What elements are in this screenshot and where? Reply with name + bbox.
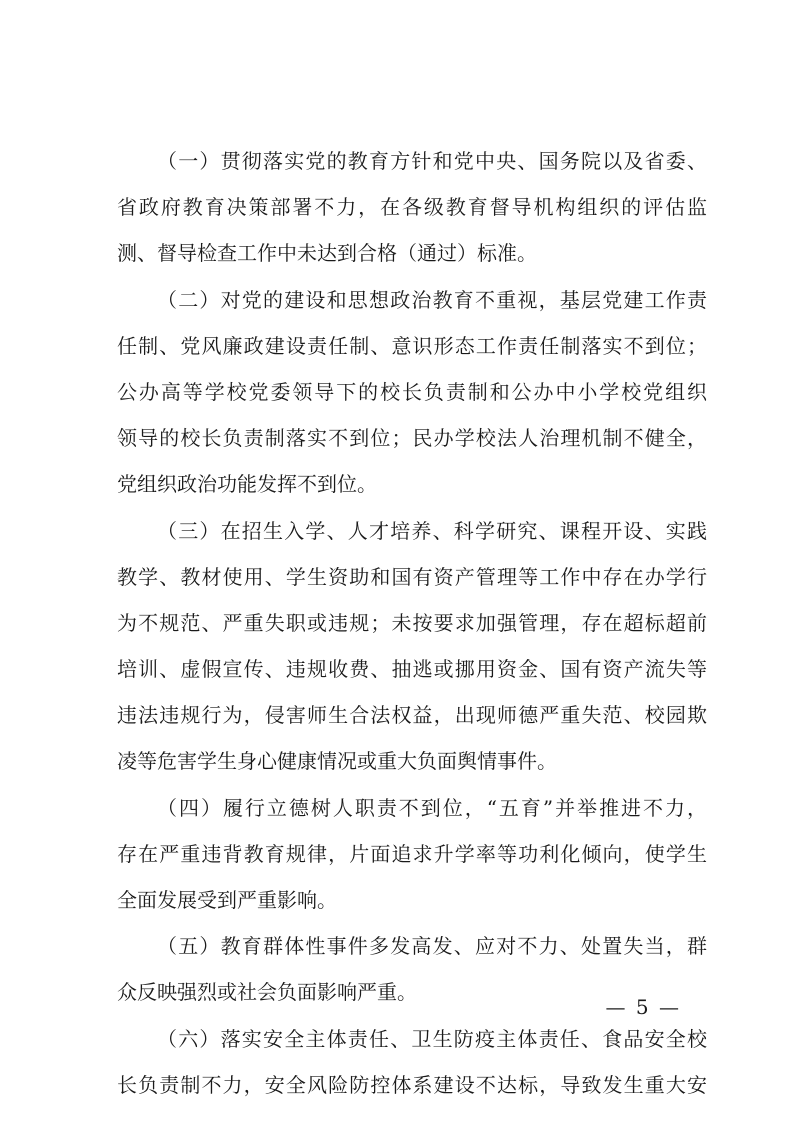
text-line: （五）教育群体性事件多发高发、应对不力、处置失当，群	[157, 934, 707, 959]
text-line: 违法违规行为，侵害师生合法权益，出现师德严重失范、校园欺	[117, 703, 707, 728]
page-number: — 5 —	[605, 995, 681, 1019]
text-line: （四）履行立德树人职责不到位，“五育”并举推进不力，	[157, 795, 707, 820]
text-line: （六）落实安全主体责任、卫生防疫主体责任、食品安全校	[157, 1026, 707, 1051]
text-line: 为不规范、严重失职或违规；未按要求加强管理，存在超标超前	[117, 610, 707, 635]
text-line: 众反映强烈或社会负面影响严重。	[117, 980, 417, 1005]
text-line: 测、督导检查工作中未达到合格（通过）标准。	[117, 241, 537, 266]
paragraph-2	[117, 277, 707, 508]
paragraph-3	[117, 508, 707, 785]
text-line: （一）贯彻落实党的教育方针和党中央、国务院以及省委、	[157, 149, 707, 173]
text-line: 全面发展受到严重影响。	[117, 888, 337, 912]
text-line: 教学、教材使用、学生资助和国有资产管理等工作中存在办学行	[117, 564, 707, 589]
text-line: 党组织政治功能发挥不到位。	[117, 472, 377, 497]
paragraph-1	[117, 138, 707, 277]
text-line: 任制、党风廉政建设责任制、意识形态工作责任制落实不到位；	[117, 333, 707, 358]
paragraph-4	[117, 785, 707, 924]
document-body	[117, 138, 707, 1108]
paragraph-6	[117, 1016, 707, 1108]
text-line: 公办高等学校党委领导下的校长负责制和公办中小学校党组织	[117, 379, 707, 404]
text-line: 培训、虚假宣传、违规收费、抽逃或挪用资金、国有资产流失等	[117, 657, 707, 682]
text-line: 领导的校长负责制落实不到位；民办学校法人治理机制不健全，	[117, 426, 707, 451]
text-line: 省政府教育决策部署不力，在各级教育督导机构组织的评估监	[117, 195, 707, 220]
text-line: 长负责制不力，安全风险防控体系建设不达标，导致发生重大安	[117, 1072, 707, 1097]
text-line: （二）对党的建设和思想政治教育不重视，基层党建工作责	[157, 287, 707, 312]
text-line: 凌等危害学生身心健康情况或重大负面舆情事件。	[117, 749, 557, 774]
text-line: （三）在招生入学、人才培养、科学研究、课程开设、实践	[157, 518, 707, 543]
text-line: 存在严重违背教育规律，片面追求升学率等功利化倾向，使学生	[117, 841, 707, 866]
